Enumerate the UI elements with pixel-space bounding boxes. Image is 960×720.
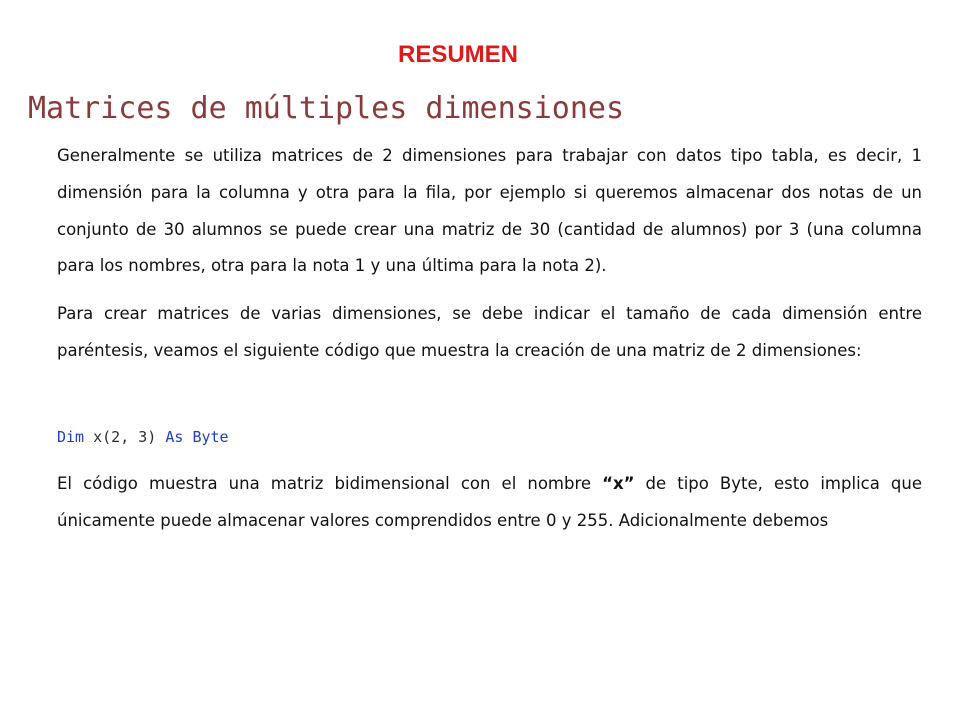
paragraph-explanation [57,466,922,540]
slide-title: RESUMEN [397,41,518,68]
code-keyword-type: Byte [192,428,229,446]
code-expression: x(2, 3) [84,428,166,446]
paragraph-intro: Generalmente se utiliza matrices de 2 dimensiones para trabajar con datos tipo tabla, es decir, 1 dimensión para la columna y otra para la fila, por ejemplo si queremos almacenar dos notas de un conjunto de 30 alumnos se puede crear una matriz de 30 (cantidad de alumnos) por 3 (una columna para los nombres, otra para la nota 1 y una última para la nota 2). [57,146,922,276]
paragraph-explanation-end: de tipo Byte, esto implica que únicamente puede almacenar valores comprendidos entre 0 y 255. Adicionalmente debemos [57,474,922,530]
paragraph-explanation-start: El código muestra una matriz bidimensional con el nombre [57,474,603,493]
code-keyword-dim: Dim [57,428,85,446]
paragraph-creation: Para crear matrices de varias dimensiones, se debe indicar el tamaño de cada dimensión entre paréntesis, veamos el siguiente código que muestra la creación de una matriz de 2 dimensiones: [57,304,922,360]
code-snippet [57,426,229,448]
section-heading: Matrices de múltiples dimensiones [28,91,625,126]
variable-name-highlight: “x” [602,474,635,493]
code-keyword-as: As [165,428,184,446]
paragraph-explanation-container [57,466,922,542]
